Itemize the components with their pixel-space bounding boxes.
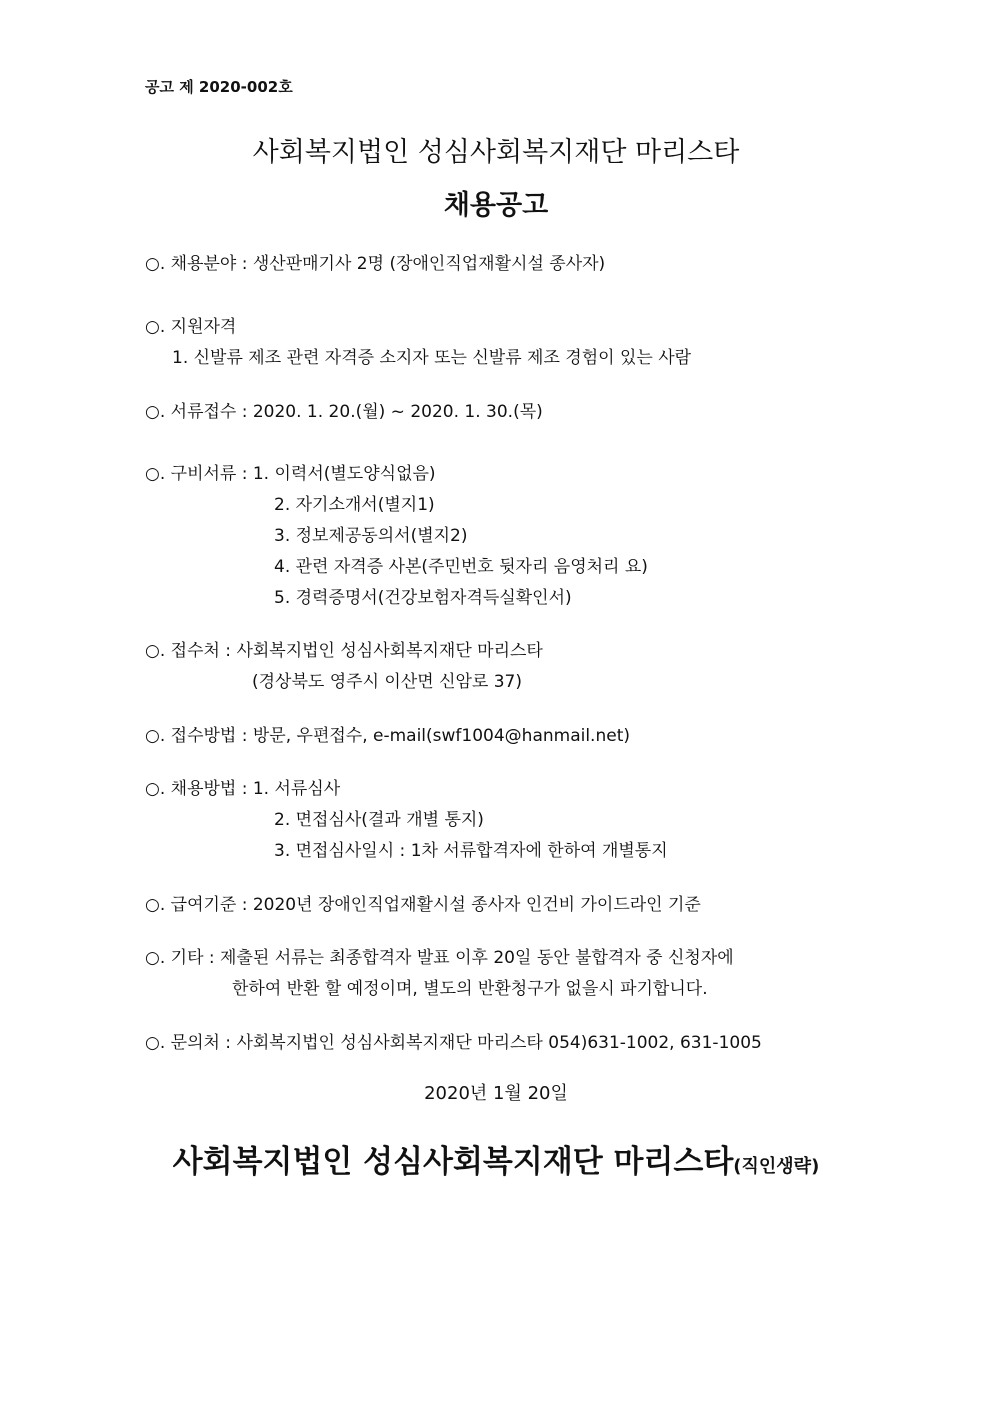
document-item: 4. 관련 자격증 사본(주민번호 뒷자리 음영처리 요) xyxy=(274,557,648,577)
document-item: 5. 경력증명서(건강보험자격득실확인서) xyxy=(274,588,572,608)
organization-name: 사회복지법인 성심사회복지재단 마리스타 xyxy=(172,1144,734,1180)
page-subtitle: 채용공고 xyxy=(443,190,549,221)
notice-date: 2020년 1월 20일 xyxy=(424,1083,568,1104)
section-salary: ○. 급여기준 : 2020년 장애인직업재활시설 종사자 인건비 가이드라인 기준 xyxy=(145,895,701,915)
organization-signature xyxy=(0,1136,992,1181)
section-submission-place: ○. 접수처 : 사회복지법인 성심사회복지재단 마리스타 xyxy=(145,641,543,661)
section-documents: ○. 구비서류 : 1. 이력서(별도양식없음) xyxy=(145,464,436,484)
section-selection-method: ○. 채용방법 : 1. 서류심사 xyxy=(145,779,341,799)
seal-omitted-note: (직인생략) xyxy=(733,1156,820,1177)
selection-item: 3. 면접심사일시 : 1차 서류합격자에 한하여 개별통지 xyxy=(274,841,668,861)
section-other: ○. 기타 : 제출된 서류는 최종합격자 발표 이후 20일 동안 불합격자 중 신청자에 xyxy=(145,948,734,968)
document-item: 2. 자기소개서(별지1) xyxy=(274,495,435,515)
section-submission-method: ○. 접수방법 : 방문, 우편접수, e-mail(swf1004@hanmail.net) xyxy=(145,726,630,746)
page-title: 사회복지법인 성심사회복지재단 마리스타 xyxy=(252,137,740,168)
qualification-item: 1. 신발류 제조 관련 자격증 소지자 또는 신발류 제조 경험이 있는 사람 xyxy=(172,348,692,368)
section-qualification: ○. 지원자격 xyxy=(145,317,237,337)
section-field: ○. 채용분야 : 생산판매기사 2명 (장애인직업재활시설 종사자) xyxy=(145,254,606,274)
document-item: 3. 정보제공동의서(별지2) xyxy=(274,526,468,546)
section-application-period: ○. 서류접수 : 2020. 1. 20.(월) ~ 2020. 1. 30.(목) xyxy=(145,402,543,422)
selection-item: 2. 면접심사(결과 개별 통지) xyxy=(274,810,484,830)
section-other-continued: 한하여 반환 할 예정이며, 별도의 반환청구가 없을시 파기합니다. xyxy=(232,979,708,999)
section-contact: ○. 문의처 : 사회복지법인 성심사회복지재단 마리스타 054)631-1002, 631-1005 xyxy=(145,1033,762,1053)
submission-address: (경상북도 영주시 이산면 신암로 37) xyxy=(252,672,522,692)
notice-number: 공고 제 2020-002호 xyxy=(145,78,293,96)
